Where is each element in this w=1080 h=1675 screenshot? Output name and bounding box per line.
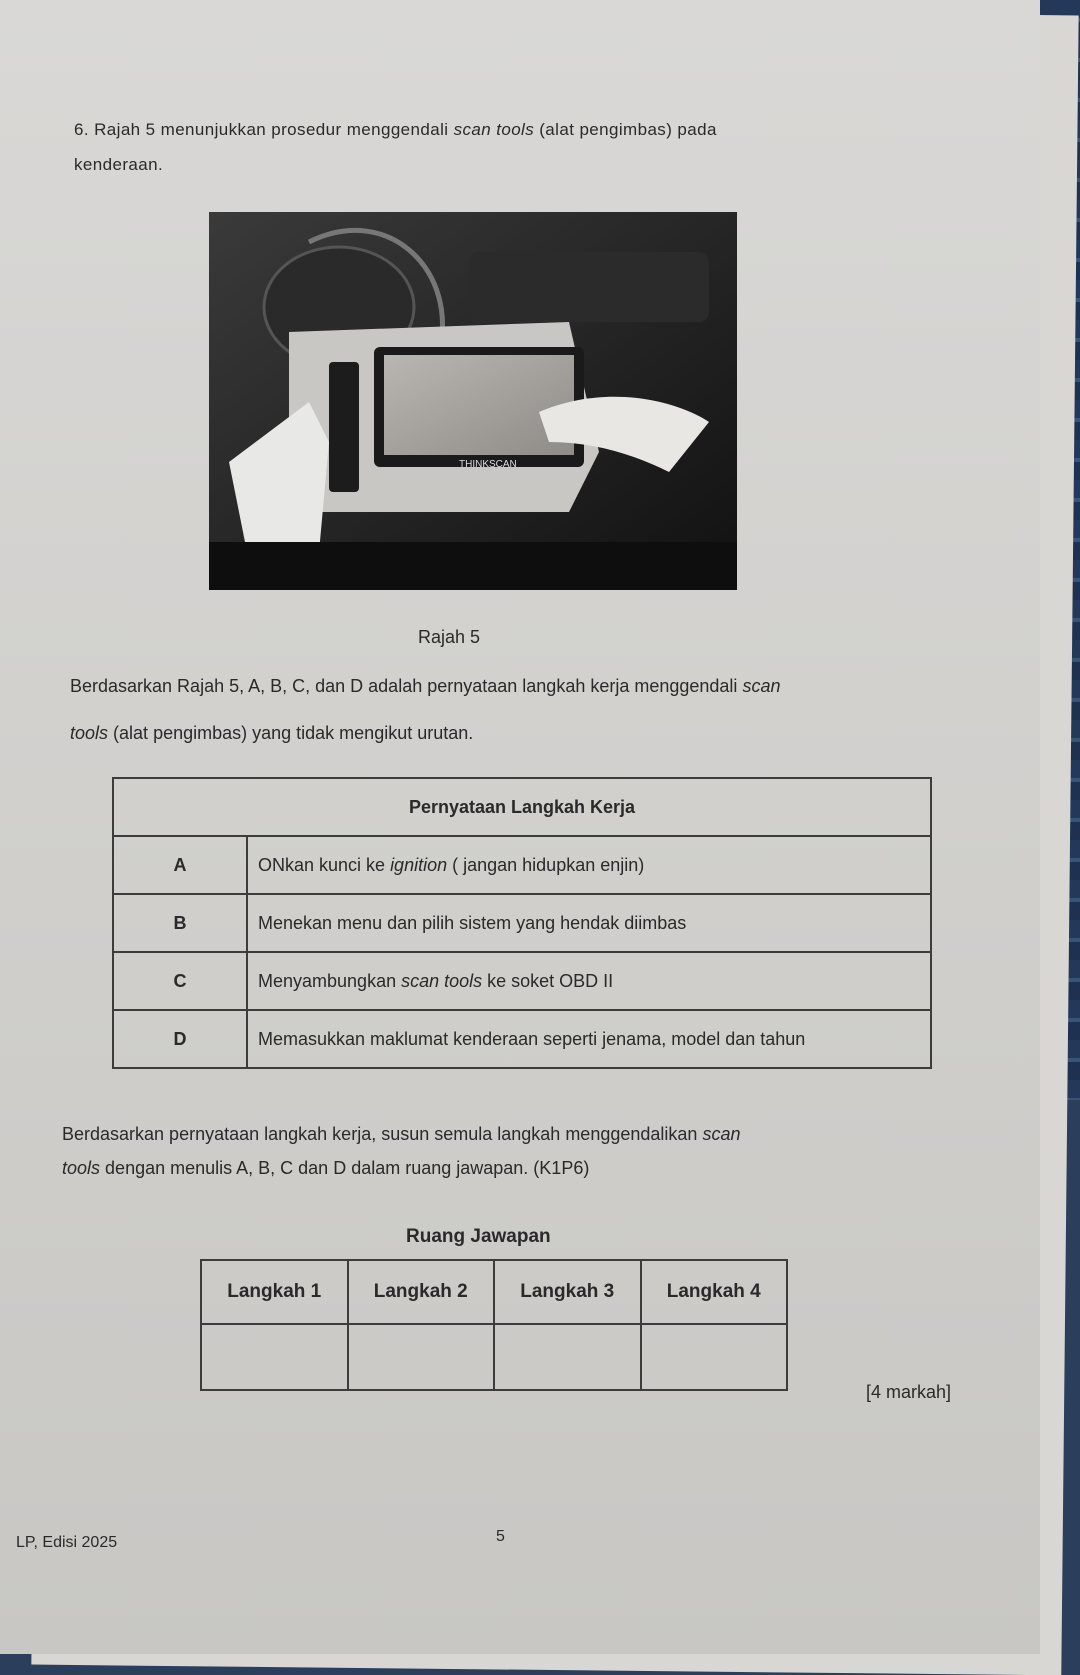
table-row: [113, 836, 931, 894]
answer-header: Langkah 3: [494, 1260, 641, 1324]
answer-header: Langkah 1: [201, 1260, 348, 1324]
scan-tool-illustration: [209, 212, 737, 590]
instruction-2-line-2: tools dengan menulis A, B, C dan D dalam ruang jawapan. (K1P6): [62, 1158, 590, 1178]
step-text: Memasukkan maklumat kenderaan seperti jenama, model dan tahun: [247, 1010, 931, 1068]
answer-cell-2[interactable]: [348, 1324, 495, 1390]
instruction-2-line-1: Berdasarkan pernyataan langkah kerja, susun semula langkah menggendalikan scan: [62, 1124, 741, 1144]
answer-row: [201, 1324, 787, 1390]
device-brand-label: THINKSCAN: [459, 459, 517, 470]
step-text: ONkan kunci ke ignition ( jangan hidupkan enjin): [247, 836, 931, 894]
instruction-1-line-1: Berdasarkan Rajah 5, A, B, C, dan D adalah pernyataan langkah kerja menggendali scan: [70, 676, 781, 696]
answer-header: Langkah 2: [348, 1260, 495, 1324]
steps-header: Pernyataan Langkah Kerja: [113, 778, 931, 836]
question-line-2: kenderaan.: [74, 155, 164, 174]
table-row: [113, 952, 931, 1010]
table-row: [113, 1010, 931, 1068]
step-letter: B: [113, 894, 247, 952]
answer-space-title: Ruang Jawapan: [406, 1226, 551, 1247]
answer-table: [200, 1259, 788, 1391]
step-letter: C: [113, 952, 247, 1010]
question-number: 6.: [74, 120, 89, 139]
question-line-1: 6. Rajah 5 menunjukkan prosedur menggendali scan tools (alat pengimbas) pada: [74, 120, 717, 139]
figure-caption: Rajah 5: [418, 627, 481, 647]
answer-header: Langkah 4: [641, 1260, 788, 1324]
answer-cell-1[interactable]: [201, 1324, 348, 1390]
step-letter: D: [113, 1010, 247, 1068]
scan-tool-photo: [209, 212, 737, 590]
answer-cell-4[interactable]: [641, 1324, 788, 1390]
page-number: 5: [496, 1528, 505, 1545]
marks-label: [4 markah]: [866, 1382, 952, 1402]
footer-edition: LP, Edisi 2025: [16, 1534, 118, 1551]
answer-cell-3[interactable]: [494, 1324, 641, 1390]
instruction-1-line-2: tools (alat pengimbas) yang tidak mengikut urutan.: [70, 723, 474, 743]
step-letter: A: [113, 836, 247, 894]
step-text: Menyambungkan scan tools ke soket OBD II: [247, 952, 931, 1010]
steps-table: [112, 777, 932, 1069]
table-row: [113, 894, 931, 952]
step-text: Menekan menu dan pilih sistem yang hendak diimbas: [247, 894, 931, 952]
